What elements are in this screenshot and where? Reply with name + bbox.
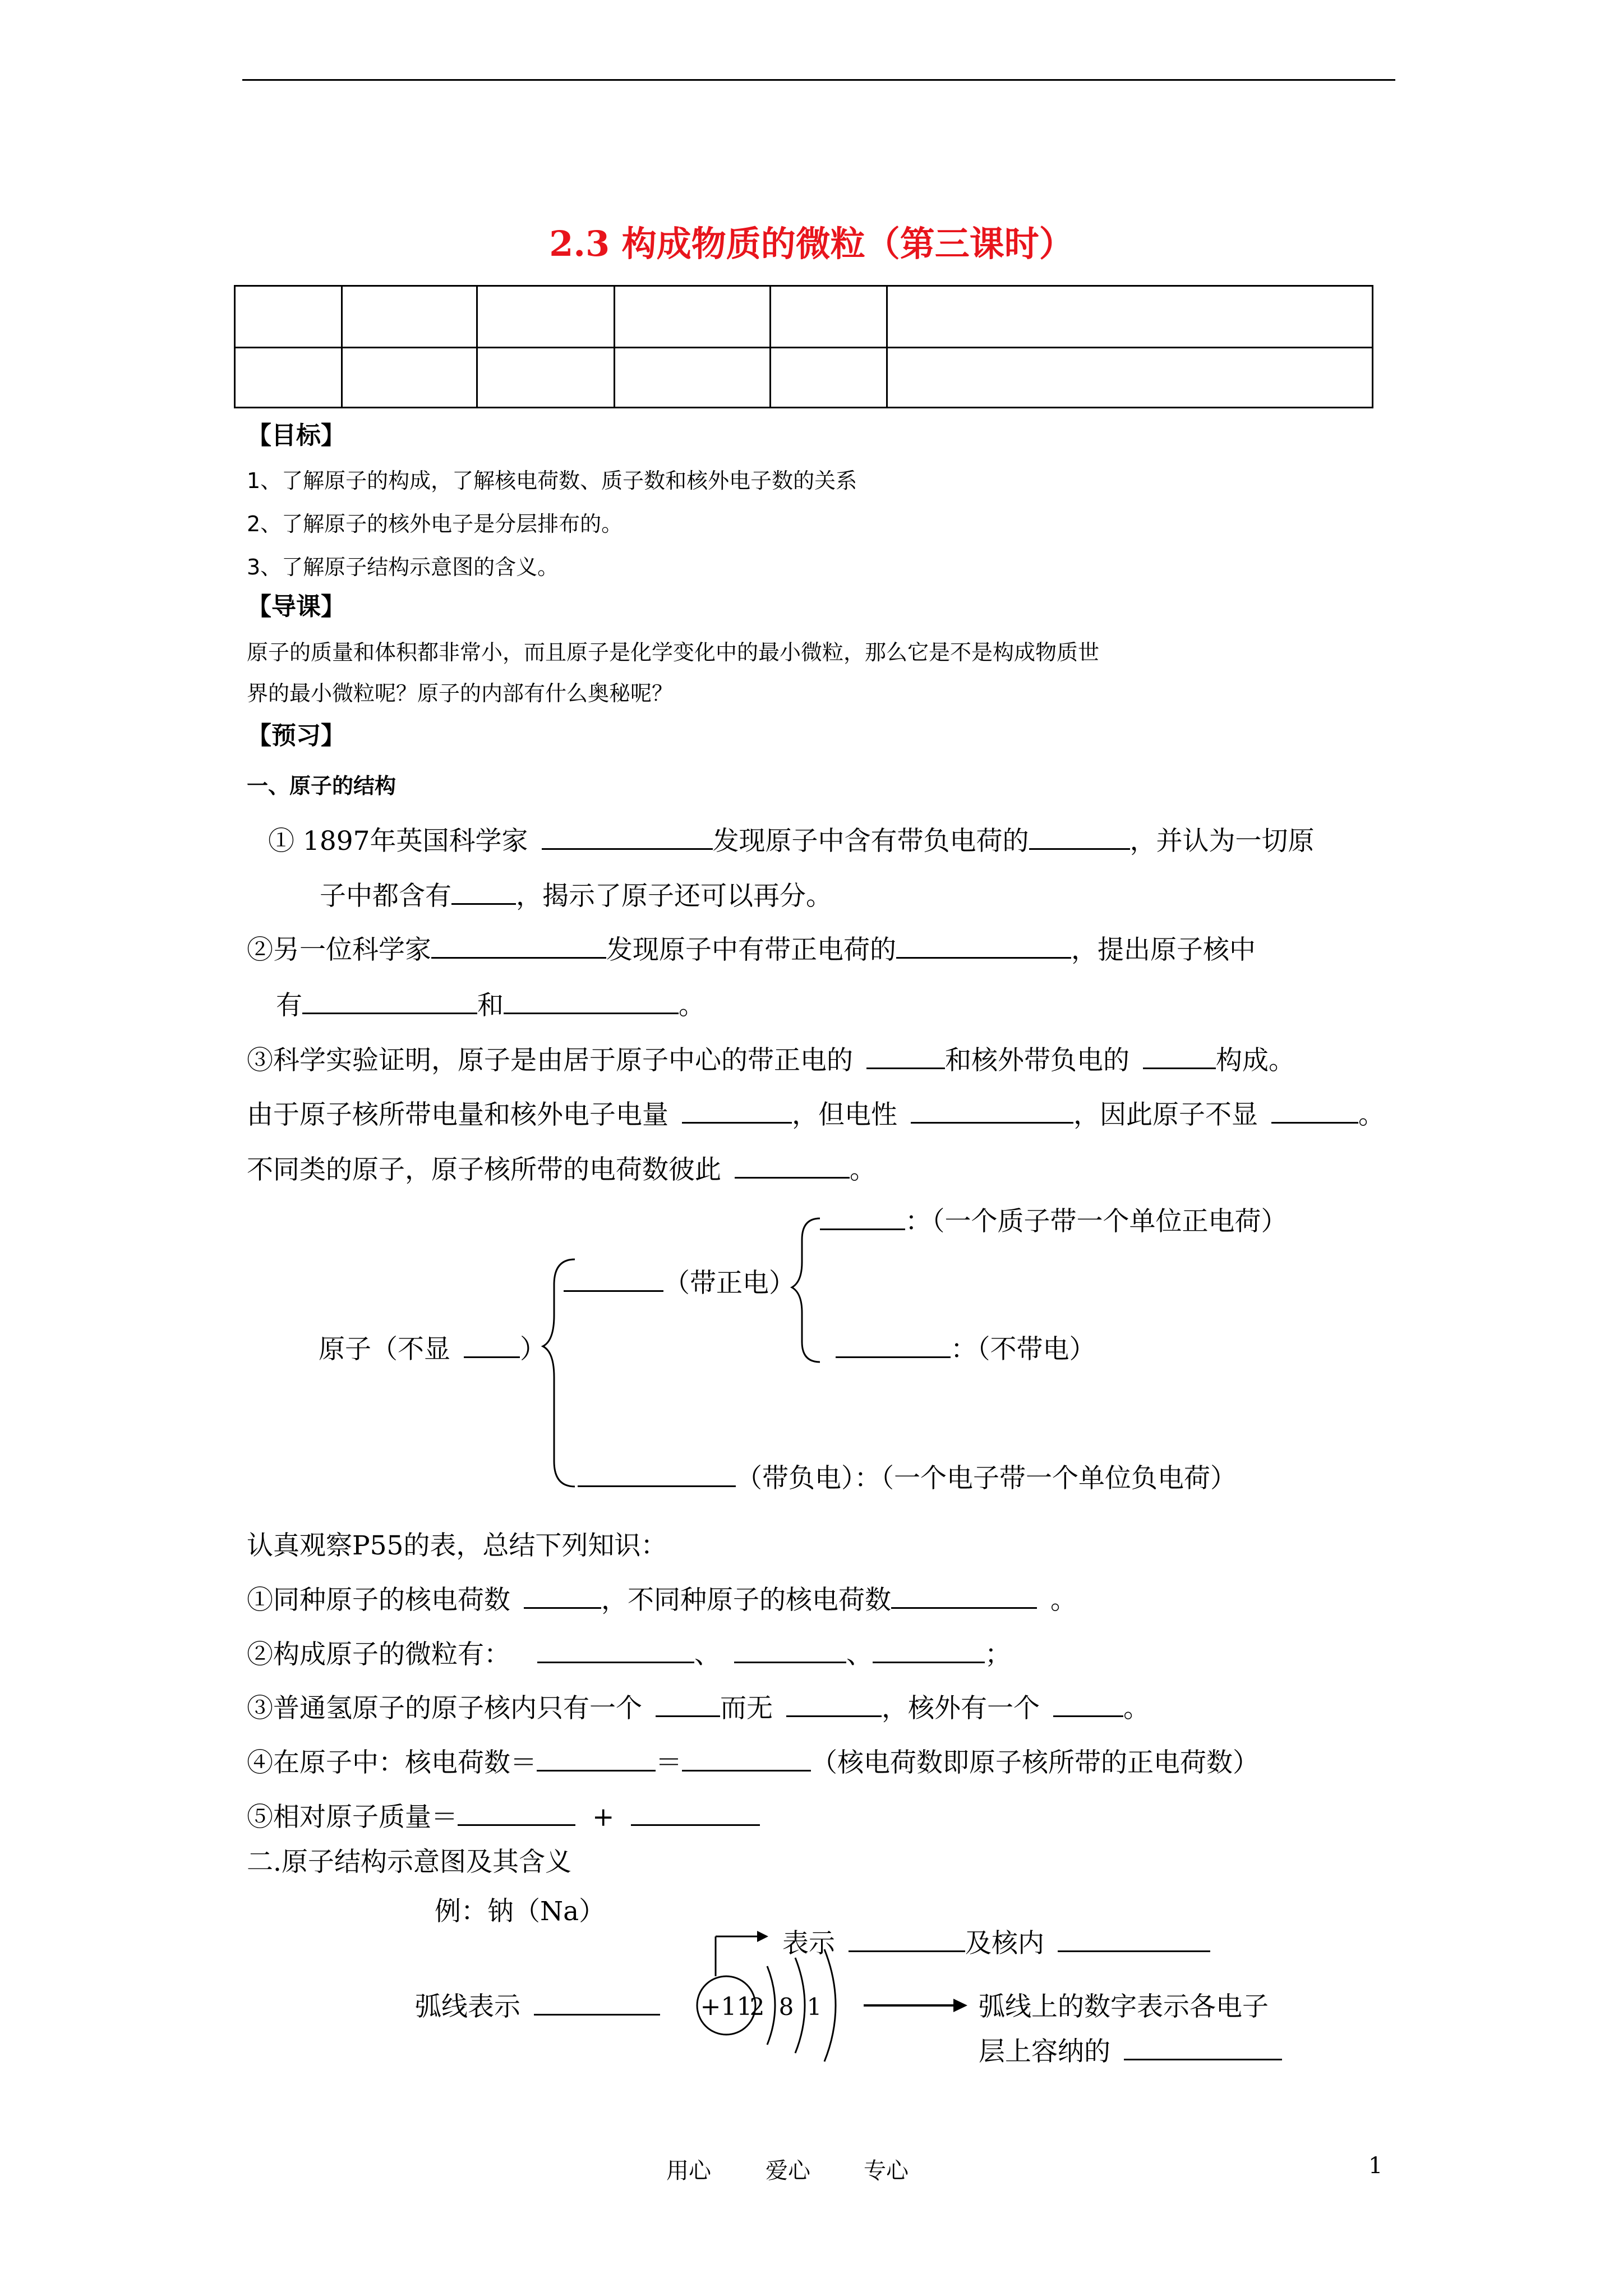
answer-blank[interactable] (1058, 1928, 1210, 1952)
q-text: 。 (1123, 1693, 1150, 1724)
answer-blank[interactable] (464, 1334, 520, 1358)
q-text: ②另一位科学家 (247, 935, 431, 965)
q-text: 由于原子核所带电量和核外电子电量 (247, 1099, 668, 1130)
answer-blank[interactable] (1124, 2036, 1282, 2060)
diagram-text: 及核内 (965, 1928, 1044, 1959)
q-text: ，但电性 (792, 1099, 897, 1130)
footer-motto: 爱心 (766, 2158, 810, 2184)
q-text: ③科学实验证明，原子是由居于原子中心的带正电的 (247, 1045, 853, 1076)
proton-row (820, 1200, 1288, 1238)
answer-blank[interactable] (458, 1802, 575, 1826)
summary-3 (247, 1687, 1150, 1725)
answer-blank[interactable] (578, 1463, 736, 1487)
q-text: 、 (846, 1639, 873, 1670)
summary-4 (247, 1742, 1259, 1779)
q-text: 不同类的原子，原子核所带的电荷数彼此 (247, 1154, 721, 1185)
q-text: ，不同种原子的核电荷数 (601, 1585, 891, 1616)
diagram-text: （带负电）：（一个电子带一个单位负电荷） (736, 1463, 1237, 1494)
summary-1 (247, 1579, 1077, 1617)
q-text: ； (985, 1639, 1011, 1670)
q-text: ，提出原子核中 (1071, 935, 1256, 965)
diagram-text: 表示 (782, 1928, 835, 1959)
diagram-text: 层上容纳的 (979, 2036, 1110, 2067)
arc-number-line-1: 弧线上的数字表示各电子 (979, 1991, 1269, 2022)
q-text: ④在原子中：核电荷数＝ (247, 1747, 537, 1778)
answer-blank[interactable] (873, 1639, 985, 1663)
q-text: 和核外带负电的 (945, 1045, 1129, 1076)
q-text: 。 (1358, 1099, 1385, 1130)
intro-line: 界的最小微粒呢？原子的内部有什么奥秘呢？ (247, 681, 674, 706)
preview-heading: 【预习】 (247, 721, 345, 750)
q-text: ⑤相对原子质量＝ (247, 1802, 458, 1833)
q-text: 发现原子中含有带负电荷的 (712, 826, 1029, 857)
q-text: ① 1897年英国科学家 (268, 826, 528, 857)
part2-heading: 二.原子结构示意图及其含义 (247, 1847, 571, 1878)
electron-row (578, 1457, 1237, 1495)
goal-item: 2、了解原子的核外电子是分层排布的。 (247, 512, 623, 536)
diagram-text: （带正电） (663, 1268, 795, 1299)
nucleus-row (564, 1262, 795, 1300)
diagram-text: ） (520, 1334, 546, 1365)
example-label: 例：钠（Na） (435, 1896, 606, 1927)
summary-2 (247, 1634, 1011, 1671)
q-text: 和 (477, 990, 504, 1021)
diagram-text: ：（一个质子带一个单位正电荷） (905, 1206, 1288, 1237)
q-text: 。 (850, 1154, 876, 1185)
atom-row (319, 1328, 546, 1366)
summary-5 (247, 1796, 760, 1834)
goal-item: 3、了解原子结构示意图的含义。 (247, 555, 559, 579)
answer-blank[interactable] (682, 1747, 811, 1772)
q-text: ②构成原子的微粒有： (247, 1639, 510, 1670)
shell-count: 8 (778, 1993, 794, 2021)
q-text: （核电荷数即原子核所带的正电荷数） (811, 1747, 1259, 1778)
answer-blank[interactable] (564, 1268, 663, 1292)
answer-blank[interactable] (891, 1585, 1037, 1609)
q-text: ，核外有一个 (882, 1693, 1040, 1724)
arc-row (415, 1986, 660, 2023)
neutron-row (836, 1328, 1096, 1366)
goals-heading: 【目标】 (247, 421, 345, 450)
goal-item: 1、了解原子的构成，了解核电荷数、质子数和核外电子数的关系 (247, 468, 857, 493)
arc-number-line-2 (979, 2031, 1282, 2068)
q-text: 、 (694, 1639, 721, 1670)
q-text: ①同种原子的核电荷数 (247, 1585, 510, 1616)
sodium-atom-diagram (673, 1907, 987, 2087)
electron-shell-arc (767, 1966, 775, 2045)
footer-motto: 用心 (666, 2158, 711, 2184)
electron-shell-arc (795, 1958, 805, 2053)
answer-blank[interactable] (820, 1206, 905, 1230)
answer-blank[interactable] (786, 1693, 882, 1717)
q-text: ，揭示了原子还可以再分。 (516, 881, 832, 912)
answer-blank[interactable] (524, 1585, 601, 1609)
part1-heading: 一、原子的结构 (247, 774, 396, 798)
arrow-head-icon (953, 1999, 967, 2012)
intro-heading: 【导课】 (247, 592, 345, 621)
q-text: ＝ (656, 1747, 682, 1778)
q-text: 发现原子中有带正电荷的 (606, 935, 896, 965)
arrow-head-icon (757, 1931, 768, 1942)
q-text: ，并认为一切原 (1129, 826, 1315, 857)
q-text: 。 (679, 990, 705, 1021)
q-text: 而无 (720, 1693, 773, 1724)
answer-blank[interactable] (534, 1991, 660, 2016)
nucleus-charge: +11 (700, 1993, 753, 2021)
page-title: 2.3 构成物质的微粒（第三课时） (549, 223, 1074, 264)
q-text: 子中都含有 (320, 881, 451, 912)
page-number: 1 (1368, 2153, 1383, 2179)
diagram-text: 原子（不显 (319, 1334, 450, 1365)
summary-lead: 认真观察P55的表，总结下列知识： (247, 1530, 667, 1561)
q-text: ，因此原子不显 (1073, 1099, 1258, 1130)
answer-blank[interactable] (836, 1334, 951, 1358)
answer-blank[interactable] (1053, 1693, 1123, 1717)
answer-blank[interactable] (631, 1802, 760, 1826)
electron-shell-arc (824, 1949, 836, 2062)
answer-blank[interactable] (537, 1747, 656, 1772)
diagram-text: 弧线表示 (415, 1991, 520, 2022)
intro-line: 原子的质量和体积都非常小，而且原子是化学变化中的最小微粒，那么它是不是构成物质世 (247, 640, 1100, 665)
answer-blank[interactable] (537, 1639, 694, 1663)
q-text: ③普通氢原子的原子核内只有一个 (247, 1693, 642, 1724)
q-text: 构成。 (1216, 1045, 1295, 1076)
q-text: 有 (276, 990, 302, 1021)
answer-blank[interactable] (656, 1693, 720, 1717)
diagram-text: ：（不带电） (951, 1334, 1096, 1365)
q-text: 。 (1050, 1585, 1077, 1616)
footer-motto: 专心 (864, 2158, 909, 2184)
q-text: + (592, 1802, 615, 1833)
shell-count: 2 (749, 1993, 765, 2021)
shell-count: 1 (806, 1993, 822, 2021)
answer-blank[interactable] (734, 1639, 846, 1663)
